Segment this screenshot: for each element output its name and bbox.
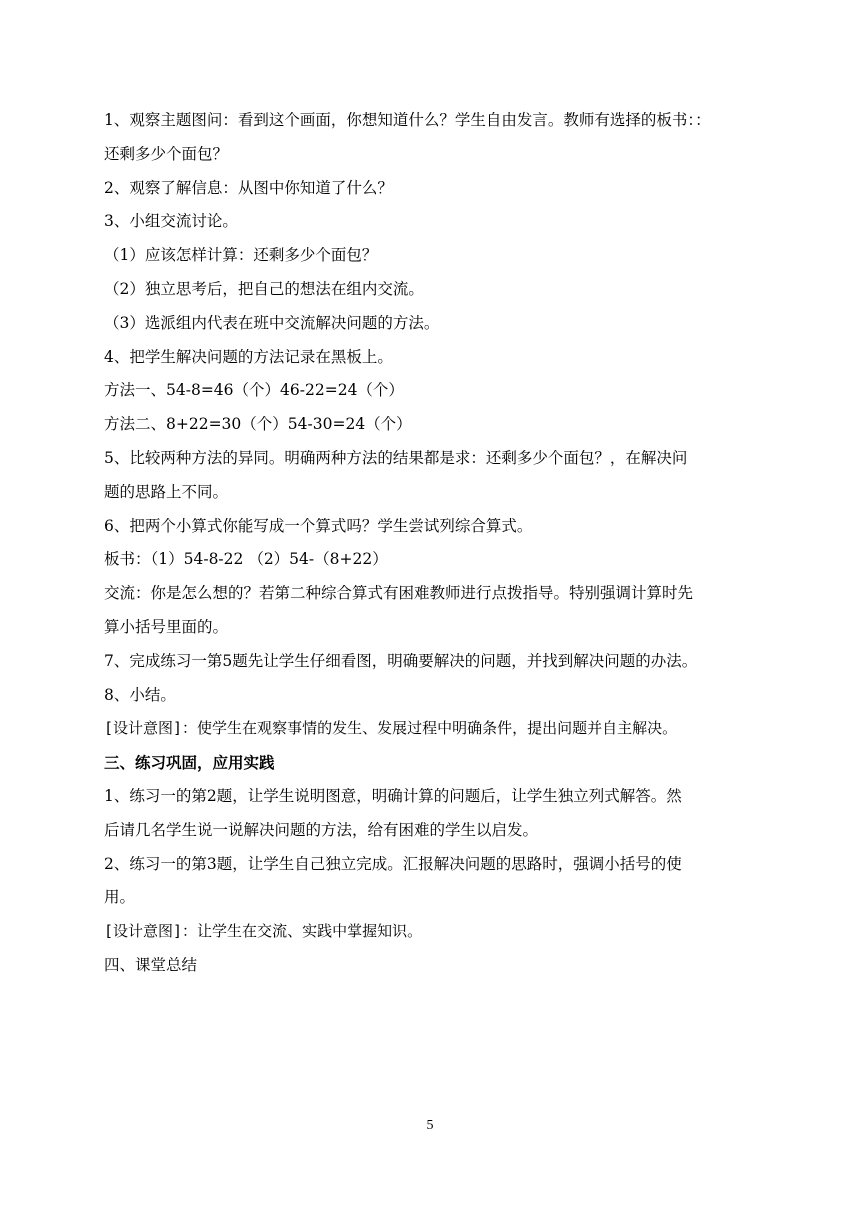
text-line: 方法二、8+22=30（个）54-30=24（个） (104, 415, 412, 434)
sub-item-line: （1）应该怎样计算：还剩多少个面包？ (104, 246, 378, 265)
text-line: 交流：你是怎么想的？若第二种综合算式有困难教师进行点拨指导。特别强调计算时先 (104, 584, 694, 603)
page-number: 5 (426, 1118, 434, 1133)
text-line: 1、练习一的第2题，让学生说明图意，明确计算的问题后，让学生独立列式解答。然 (104, 786, 682, 805)
section-heading: 三、练习巩固，应用实践 (104, 753, 275, 773)
text-line: 后请几名学生说一说解决问题的方法，给有困难的学生以启发。 (104, 820, 539, 839)
design-intent-note: [设计意图]：让学生在交流、实践中掌握知识。 (104, 922, 423, 941)
text-line: 还剩多少个面包？ (104, 144, 229, 163)
design-intent-note: [设计意图]：使学生在观察事情的发生、发展过程中明确条件，提出问题并自主解决。 (104, 719, 678, 738)
document-body (104, 104, 758, 983)
text-line: 2、练习一的第3题，让学生自己独立完成。汇报解决问题的思路时，强调小括号的使 (104, 854, 682, 873)
text-line: 板书：（1）54-8-22 （2）54-（8+22） (104, 550, 388, 569)
text-line: 8、小结。 (104, 685, 176, 704)
text-line: 题的思路上不同。 (104, 482, 229, 501)
sub-item-line: （3）选派组内代表在班中交流解决问题的方法。 (104, 313, 440, 332)
text-line: 3、小组交流讨论。 (104, 212, 238, 231)
text-line: 用。 (104, 888, 136, 907)
text-line: 算小括号里面的。 (104, 617, 229, 636)
text-line: 6、把两个小算式你能写成一个算式吗？学生尝试列综合算式。 (104, 516, 533, 535)
text-line: 四、课堂总结 (104, 955, 198, 974)
text-line: 5、比较两种方法的异同。明确两种方法的结果都是求：还剩多少个面包？，在解决问 (104, 448, 688, 467)
text-line: 4、把学生解决问题的方法记录在黑板上。 (104, 347, 393, 366)
text-line: 2、观察了解信息：从图中你知道了什么？ (104, 178, 393, 197)
text-line: 7、完成练习一第5题先让学生仔细看图，明确要解决的问题，并找到解决问题的办法。 (104, 651, 698, 670)
text-line: 方法一、54-8=46（个）46-22=24（个） (104, 381, 404, 400)
sub-item-line: （2）独立思考后，把自己的想法在组内交流。 (104, 279, 424, 298)
text-line: 1、观察主题图问：看到这个画面，你想知道什么？学生自由发言。教师有选择的板书：： (104, 111, 711, 129)
